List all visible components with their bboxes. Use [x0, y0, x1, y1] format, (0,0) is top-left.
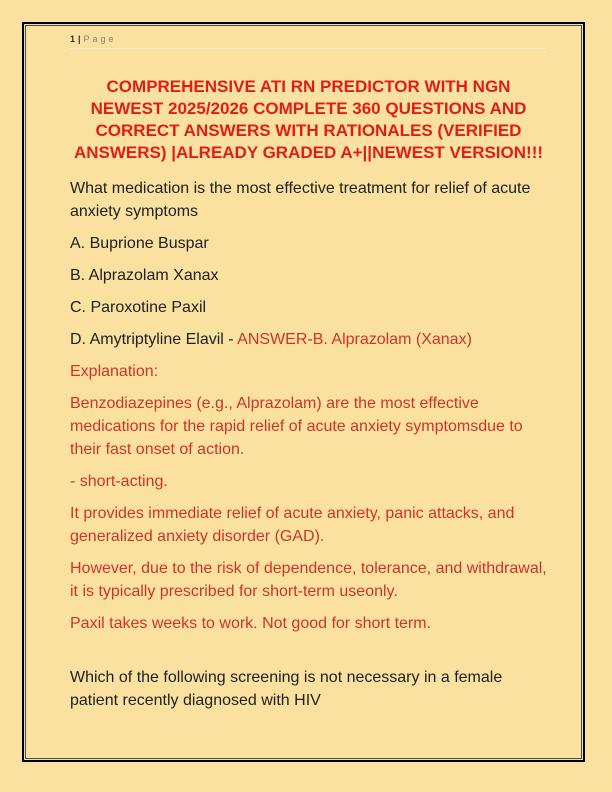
question-1-option-b: B. Alprazolam Xanax	[70, 267, 219, 284]
explanation-label: Explanation:	[70, 363, 159, 380]
question-1-text: What medication is the most effective treatment for relief of acute anxiety symptoms	[70, 180, 531, 220]
explanation-paragraph-3: It provides immediate relief of acute anxiety, panic attacks, and generalized anxiety disorder (GAD).	[70, 505, 515, 545]
explanation-paragraph-2: - short-acting.	[70, 473, 168, 490]
page-number: 1	[70, 34, 76, 44]
explanation-paragraph-5: Paxil takes weeks to work. Not good for short term.	[70, 615, 432, 632]
question-1-option-d: D. Amytriptyline Elavil -	[70, 331, 238, 348]
page-header	[70, 33, 547, 49]
page-border-frame	[22, 22, 585, 762]
document-title: COMPREHENSIVE ATI RN PREDICTOR WITH NGN NEWEST 2025/2026 COMPLETE 360 QUESTIONS AND CORRECT ANSWERS WITH RATIONALES (VERIFIED ANSWERS) |ALREADY GRADED A+||NEWEST VERSION!!!	[73, 77, 544, 162]
question-1-option-c: C. Paroxotine Paxil	[70, 299, 207, 316]
header-separator: |	[78, 34, 81, 44]
explanation-paragraph-4: However, due to the risk of dependence, tolerance, and withdrawal, it is typically prescribed for short-term useonly.	[70, 560, 547, 600]
page-label: Page	[83, 34, 117, 44]
question-2-text: Which of the following screening is not necessary in a female patient recently diagnosed with HIV	[70, 669, 503, 709]
question-1-option-a: A. Buprione Buspar	[70, 235, 209, 252]
explanation-paragraph-1: Benzodiazepines (e.g., Alprazolam) are the most effective medications for the rapid relief of acute anxiety symptomsdue to their fast onset of action.	[70, 395, 523, 458]
question-1-answer: ANSWER-B. Alprazolam (Xanax)	[237, 331, 472, 348]
question-1-option-d-with-answer	[70, 328, 547, 351]
